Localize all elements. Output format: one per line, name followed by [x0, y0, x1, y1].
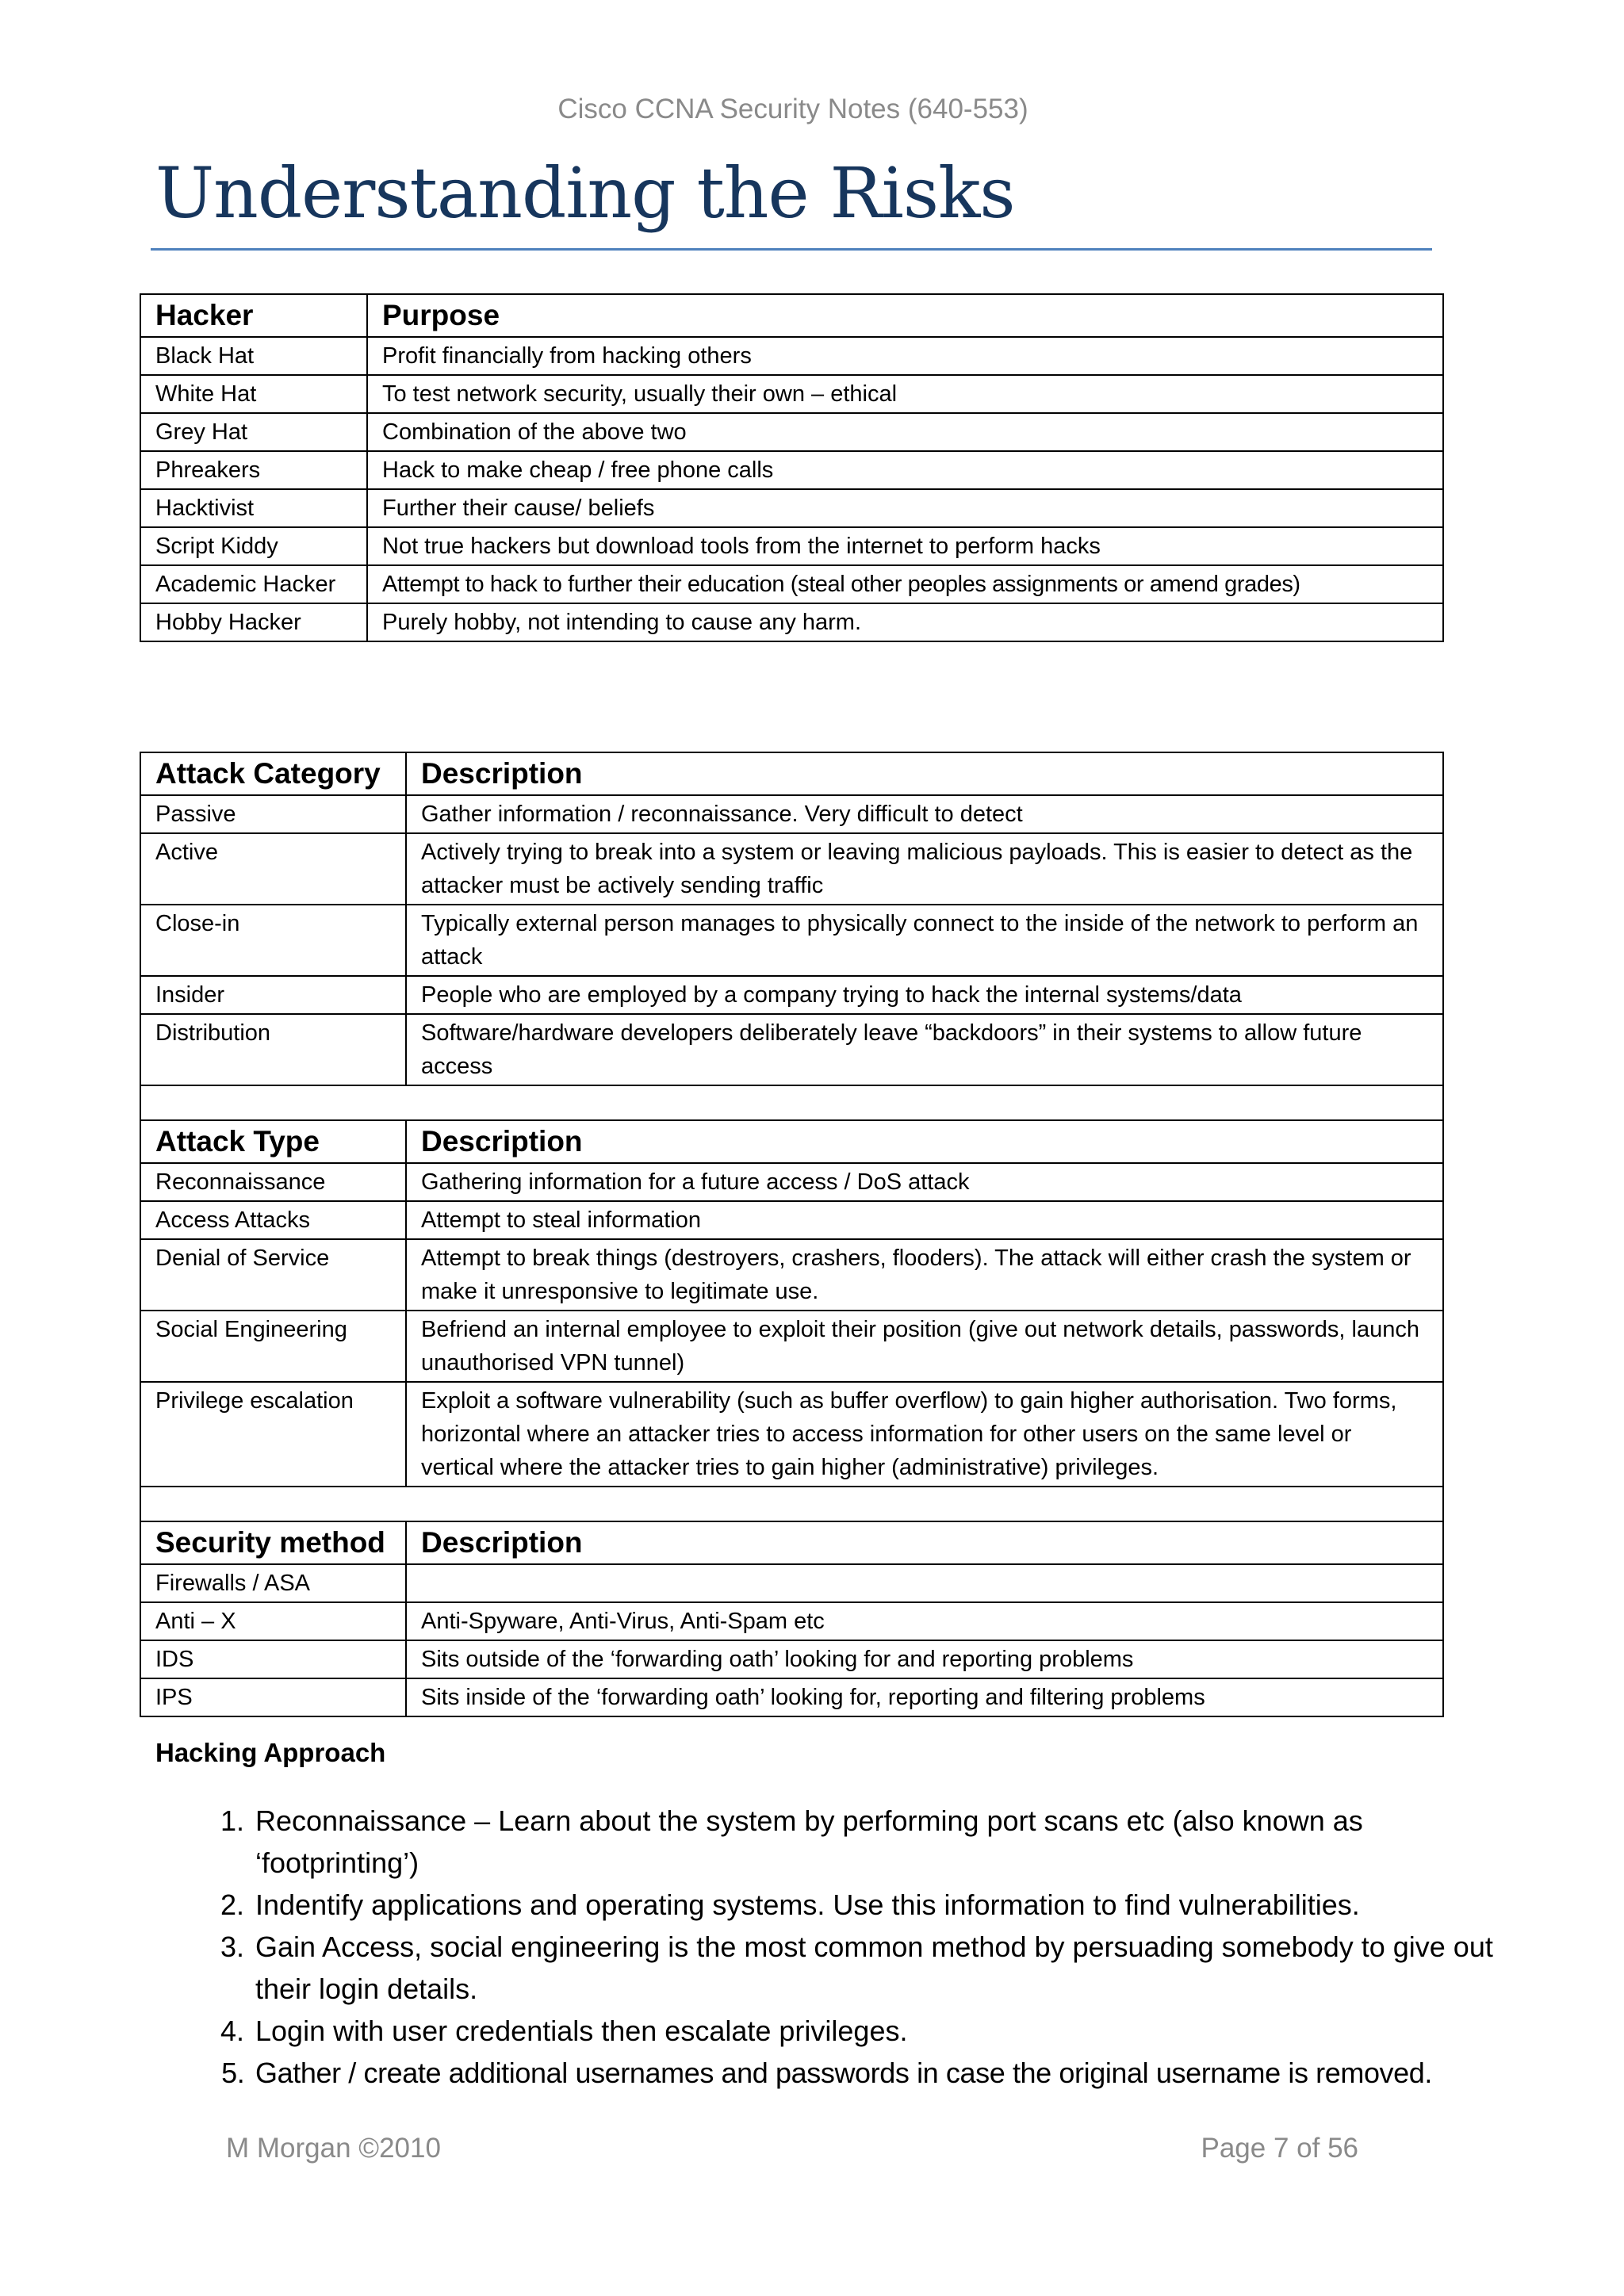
purpose-cell: To test network security, usually their own – ethical [367, 375, 1443, 413]
purpose-cell: Further their cause/ beliefs [367, 489, 1443, 527]
category-cell: Passive [140, 795, 406, 833]
hacker-cell: Hacktivist [140, 489, 367, 527]
hacker-cell: Black Hat [140, 337, 367, 375]
column-header: Attack Type [140, 1120, 406, 1163]
footer-author: M Morgan ©2010 [226, 2133, 441, 2164]
purpose-cell: Attempt to hack to further their education (steal other peoples assignments or amend grades) [367, 565, 1443, 603]
category-cell: Active [140, 833, 406, 905]
list-item: 2. Indentify applications and operating systems. Use this information to find vulnerabilities. [252, 1884, 1529, 1926]
hacker-cell: Grey Hat [140, 413, 367, 451]
description-cell: Attempt to steal information [406, 1201, 1443, 1239]
table-row [140, 1239, 1443, 1311]
description-cell: Actively trying to break into a system or leaving malicious payloads. This is easier to detect as the attacker must be actively sending traffic [406, 833, 1443, 905]
table-row [140, 565, 1443, 603]
category-cell: Insider [140, 976, 406, 1014]
table-row [140, 337, 1443, 375]
column-header: Hacker [140, 294, 367, 337]
method-cell: Anti – X [140, 1602, 406, 1640]
method-cell: IPS [140, 1678, 406, 1716]
table-row [140, 976, 1443, 1014]
hacker-cell: White Hat [140, 375, 367, 413]
method-cell: IDS [140, 1640, 406, 1678]
purpose-cell: Not true hackers but download tools from the internet to perform hacks [367, 527, 1443, 565]
list-item: 1. Reconnaissance – Learn about the system by performing port scans etc (also known as ‘footprinting’) [252, 1800, 1529, 1884]
hacker-cell: Phreakers [140, 451, 367, 489]
hacking-approach-heading: Hacking Approach [155, 1738, 386, 1767]
table-row [140, 451, 1443, 489]
hacker-cell: Academic Hacker [140, 565, 367, 603]
table-row [140, 795, 1443, 833]
table-row [140, 833, 1443, 905]
type-cell: Social Engineering [140, 1311, 406, 1382]
spacer-row [140, 1085, 1443, 1120]
table-header-row [140, 1120, 1443, 1163]
method-cell: Firewalls / ASA [140, 1564, 406, 1602]
table-row [140, 375, 1443, 413]
type-cell: Privilege escalation [140, 1382, 406, 1487]
purpose-cell: Purely hobby, not intending to cause any harm. [367, 603, 1443, 641]
table-row [140, 1311, 1443, 1382]
description-cell: Gathering information for a future access / DoS attack [406, 1163, 1443, 1201]
table-row [140, 603, 1443, 641]
attack-table [140, 752, 1444, 1717]
table-row [140, 1382, 1443, 1487]
table-row [140, 1564, 1443, 1602]
description-cell: Sits inside of the ‘forwarding oath’ looking for, reporting and filtering problems [406, 1678, 1443, 1716]
table-row [140, 527, 1443, 565]
table-header-row [140, 294, 1443, 337]
description-cell: Attempt to break things (destroyers, crashers, flooders). The attack will either crash the system or make it unresponsive to legitimate use. [406, 1239, 1443, 1311]
table-row [140, 1201, 1443, 1239]
column-header: Description [406, 752, 1443, 795]
table-row [140, 1014, 1443, 1085]
description-cell: Anti-Spyware, Anti-Virus, Anti-Spam etc [406, 1602, 1443, 1640]
purpose-cell: Profit financially from hacking others [367, 337, 1443, 375]
type-cell: Denial of Service [140, 1239, 406, 1311]
type-cell: Reconnaissance [140, 1163, 406, 1201]
spacer-row [140, 1487, 1443, 1521]
purpose-cell: Hack to make cheap / free phone calls [367, 451, 1443, 489]
description-cell [406, 1564, 1443, 1602]
title-divider [151, 248, 1432, 251]
description-cell: Exploit a software vulnerability (such as buffer overflow) to gain higher authorisation. Two forms, horizontal where an attacker tries to access information for other users on the same level or vertical where the attacker tries to gain higher (administrative) privileges. [406, 1382, 1443, 1487]
description-cell: Befriend an internal employee to exploit their position (give out network details, passwords, launch unauthorised VPN tunnel) [406, 1311, 1443, 1382]
table-header-row [140, 752, 1443, 795]
list-item: 5. Gather / create additional usernames and passwords in case the original username is removed. [252, 2052, 1529, 2094]
description-cell: Gather information / reconnaissance. Very difficult to detect [406, 795, 1443, 833]
table-row [140, 1640, 1443, 1678]
spacer-cell [140, 1085, 1443, 1120]
footer-page-number: Page 7 of 56 [1201, 2133, 1358, 2164]
hacker-table [140, 293, 1444, 642]
description-cell: People who are employed by a company trying to hack the internal systems/data [406, 976, 1443, 1014]
document-header: Cisco CCNA Security Notes (640-553) [557, 94, 1028, 124]
hacker-cell: Hobby Hacker [140, 603, 367, 641]
hacker-cell: Script Kiddy [140, 527, 367, 565]
table-header-row [140, 1521, 1443, 1564]
table-row [140, 1602, 1443, 1640]
description-cell: Sits outside of the ‘forwarding oath’ looking for and reporting problems [406, 1640, 1443, 1678]
description-cell: Software/hardware developers deliberately leave “backdoors” in their systems to allow future access [406, 1014, 1443, 1085]
table-row [140, 1678, 1443, 1716]
column-header: Attack Category [140, 752, 406, 795]
table-row [140, 489, 1443, 527]
category-cell: Close-in [140, 905, 406, 976]
column-header: Description [406, 1521, 1443, 1564]
table-row [140, 905, 1443, 976]
column-header: Description [406, 1120, 1443, 1163]
description-cell: Typically external person manages to physically connect to the inside of the network to perform an attack [406, 905, 1443, 976]
page-title: Understanding the Risks [155, 152, 1015, 234]
column-header: Purpose [367, 294, 1443, 337]
table-row [140, 413, 1443, 451]
purpose-cell: Combination of the above two [367, 413, 1443, 451]
list-item: 4. Login with user credentials then escalate privileges. [252, 2010, 1529, 2052]
list-item: 3. Gain Access, social engineering is the most common method by persuading somebody to give out their login details. [252, 1926, 1529, 2010]
column-header: Security method [140, 1521, 406, 1564]
type-cell: Access Attacks [140, 1201, 406, 1239]
spacer-cell [140, 1487, 1443, 1521]
category-cell: Distribution [140, 1014, 406, 1085]
hacking-approach-list [155, 1800, 1529, 2094]
table-row [140, 1163, 1443, 1201]
